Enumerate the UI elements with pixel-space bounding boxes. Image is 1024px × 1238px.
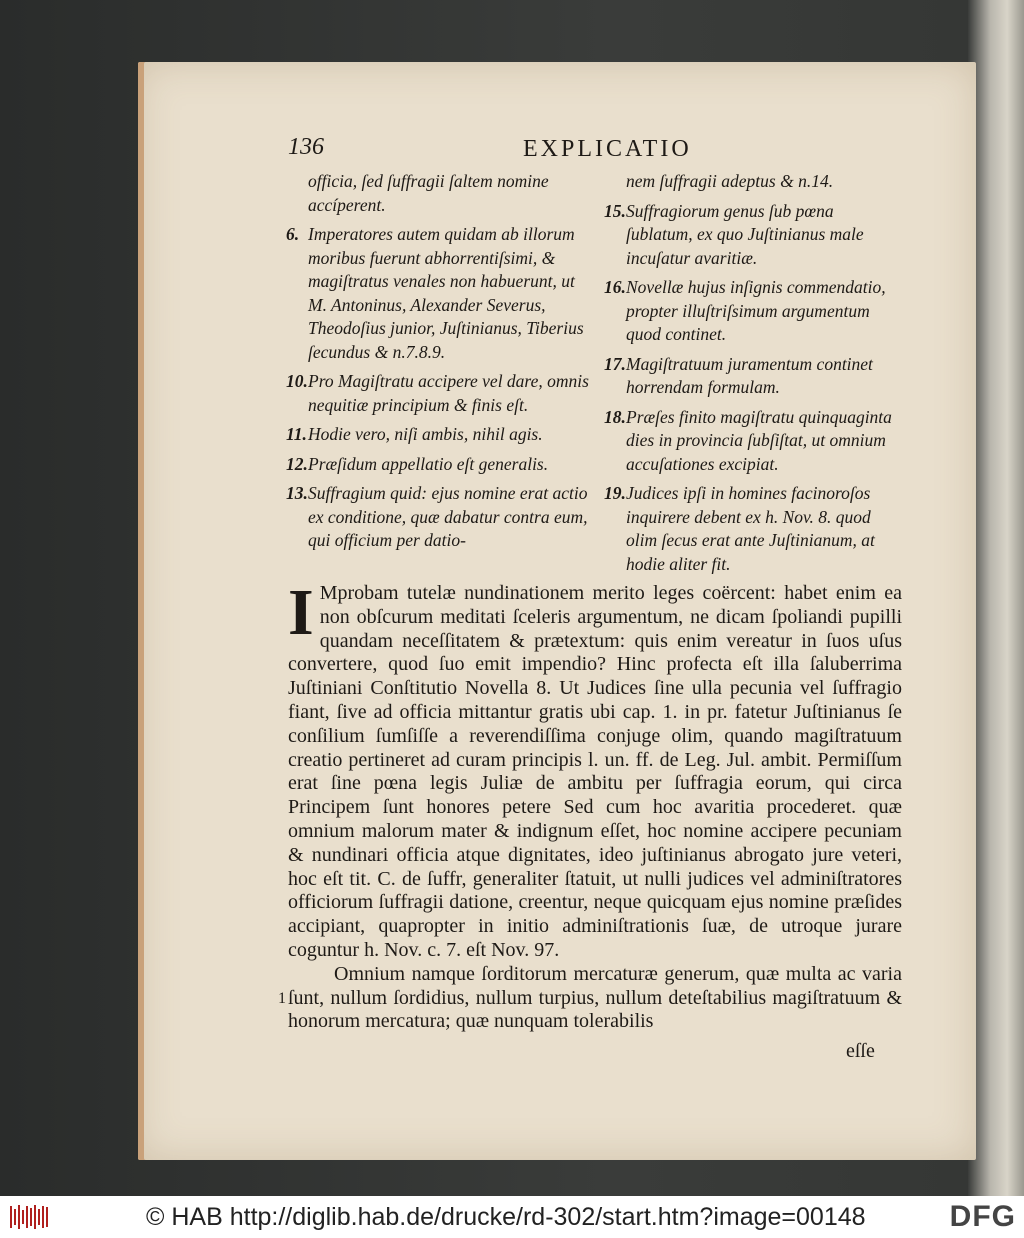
- summary-left-column: [286, 170, 591, 559]
- summary-item-text: Suffragiorum genus ſub pœna ſublatum, ex quo Juſtinianus male incuſatur avaritiæ.: [626, 200, 864, 268]
- summary-item-number: 10.: [286, 371, 308, 391]
- summary-item-text: Novellæ hujus inſignis commendatio, propter illuſtriſsimum argumentum quod continet.: [626, 277, 886, 344]
- paragraph-text: Omnium namque ſorditorum mercaturæ generum, quæ multa ac varia ſunt, nullum ſordidius, nullum turpius, nullum deteſtabilius magiſtratuum & honorum mercatura; quæ nunquam tolerabilis: [288, 962, 902, 1033]
- dfg-logo: DFG: [949, 1200, 1016, 1233]
- page-title: EXPLICATIO: [523, 136, 692, 162]
- summary-item-number: 15.: [604, 200, 626, 221]
- summary-item-number: 19.: [604, 483, 626, 503]
- summary-item: [286, 482, 591, 553]
- summary-item-number: 16.: [604, 277, 626, 297]
- page-number: 136: [288, 134, 324, 160]
- paragraph: [288, 576, 902, 963]
- summary-item-text: Pro Magiſtratu accipere vel dare, omnis nequitiæ principium & finis eſt.: [308, 371, 589, 415]
- summary-item-number: 12.: [286, 453, 308, 474]
- viewer-footer: [0, 1196, 1024, 1238]
- summary-item: [286, 423, 591, 447]
- summary-item-text: Judices ipſi in homines facinoroſos inquirere debent ex h. Nov. 8. quod olim ſecus erat ante Juſtinianum, at hodie aliter fit.: [626, 483, 875, 574]
- summary-item: [604, 170, 904, 194]
- copyright-link[interactable]: © HAB http://diglib.hab.de/drucke/rd-302/start.htm?image=00148: [146, 1202, 866, 1231]
- summary-item: [604, 406, 904, 477]
- summary-item-text: Magiſtratuum juramentum continet horrendam formulam.: [626, 353, 873, 397]
- summary-item-text: Imperatores autem quidam ab illorum moribus fuerunt abhorrentiſsimi, & magiſtratus venales non habuerunt, ut M. Antoninus, Alexander Severus, Theodoſius junior, Juſtinianus, Tiberius ſecundus & n.7.8.9.: [308, 224, 584, 362]
- summary-item: [604, 200, 904, 271]
- margin-note: 1: [278, 990, 286, 1007]
- book-page: [138, 62, 976, 1160]
- summary-item-text: Hodie vero, niſi ambis, nihil agis.: [308, 424, 543, 444]
- summary-item: [286, 170, 591, 217]
- summary-item: [286, 223, 591, 364]
- catchword: eſſe: [846, 1040, 875, 1062]
- summary-item-number: 13.: [286, 483, 308, 503]
- summary-item-number: 18.: [604, 406, 626, 427]
- summary-item-number: 6.: [286, 224, 300, 244]
- summary-item-text: Præſes finito magiſtratu quinquaginta dies in provincia ſubſiſtat, ut omnium accuſationes excipiat.: [626, 406, 892, 474]
- summary-item: [604, 482, 904, 576]
- book-edge: [968, 0, 1024, 1196]
- summary-item-number: 11.: [286, 424, 307, 444]
- paragraph: [288, 963, 902, 1034]
- summary-item: [604, 276, 904, 347]
- main-text: [288, 576, 902, 1034]
- summary-item-text: Suffragium quid: ejus nomine erat actio ex conditione, quæ dabatur contra eum, qui officium per datio-: [308, 483, 588, 550]
- hab-logo-icon: [4, 1196, 54, 1238]
- summary-item-text: Præſidum appellatio eſt generalis.: [308, 453, 549, 474]
- summary-right-column: [604, 170, 904, 582]
- summary-item: [286, 453, 591, 477]
- summary-item-number: 17.: [604, 353, 626, 374]
- summary-item-text: officia, ſed ſuffragii ſaltem nomine accíperent.: [308, 171, 549, 215]
- summary-item-text: nem ſuffragii adeptus & n.14.: [626, 171, 834, 191]
- drop-cap: I: [288, 576, 314, 649]
- paragraph-text: Mprobam tutelæ nundinationem merito leges coërcent: habet enim ea non obſcurum meditati ſceleris argumentum, ne dicam ſpoliandi pupilli quandam neceſſitatem & prætextum: quis enim vereatur in ſuos uſus convertere, quod ſuo emit impendio? Hinc profecta eſt illa ſaluberrima Juſtiniani Conſtitutio Novella 8. Ut Judices ſine ulla pecunia vel ſuffragio fiant, ſive ad officia mittantur gratis ubi cap. 1. in pr. fatetur Juſtinianus ſe conſilium ſumſiſſe a reverendiſſima conjuge olim, quando magiſtratuum creatio pertineret ad curam principis l. un. ff. de Leg. Jul. ambit. Permiſſum erat ſine pœna legis Juliæ de ambitu per ſuffragia eorum, qui circa Principem ſunt honores petere Sed cum hoc avaritia procederet. quæ omnium malorum mater & indignum eſſet, hoc nomine accipere pecuniam & nundinari officia atque dignitates, ideo juſtinianus abrogato jure veteri, hoc eſt tit. C. de ſuffr, generaliter ſtatuit, ut nulli judices vel adminiſtratores officiorum ſuffragii datione, creentur, neque quicquam ejus nomine præſides accipiant, quapropter in initio adminiſtrationis ſuæ, de utroque jurare coguntur h. Nov. c. 7. eſt Nov. 97.: [288, 582, 902, 961]
- summary-item: [604, 353, 904, 400]
- summary-item: [286, 370, 591, 417]
